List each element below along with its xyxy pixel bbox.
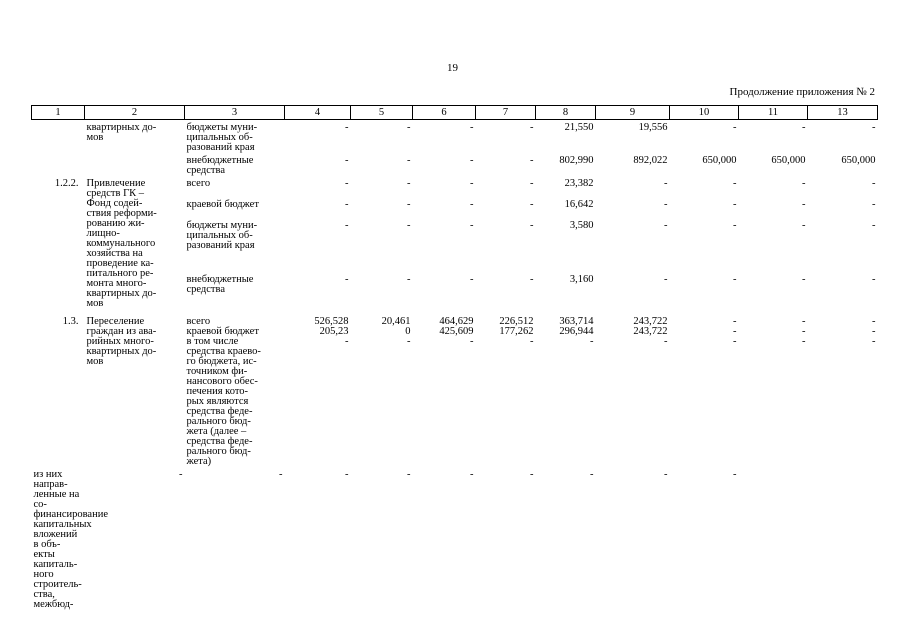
row-name: Привлечение средств ГК – Фонд содей- ствия реформи- рованию жи- лищно- коммунального хозяйства на проведение ка- питального ре- монта много- квартирных до- мов [86,178,157,309]
page-number: 19 [447,62,458,74]
cell-value: - [590,469,594,480]
cell-value: - [407,273,411,285]
cell-value: - [470,220,474,232]
funding-source: краевой бюджет [186,326,259,337]
cell-value: - [733,122,737,133]
cell-value: - [802,199,806,211]
cell-value: 363,714 [559,316,594,327]
cell-value: - [530,220,534,232]
cell-value: - [872,199,876,211]
row-name: Переселение граждан из ава- рийных много- квартирных до- мов [86,316,157,367]
cell-value: - [530,178,534,189]
cell-value: 177,262 [499,326,534,337]
column-header: 8 [536,106,596,120]
cell-value: 650,000 [841,155,876,166]
table-row [32,176,878,197]
cell-value: - [733,469,737,480]
cell-value: - [407,220,411,232]
cell-value: - [407,122,411,133]
cell-value: - [279,469,283,480]
cell-value: - [470,155,474,166]
cell-value: 464,629 [439,316,474,327]
cell-value: - [345,220,349,232]
cell-value: - [733,316,737,327]
cell-value: - [664,273,668,285]
continuation-note: Продолжение приложения № 2 [729,86,875,98]
cell-value: 296,944 [559,326,594,337]
cell-value: - [872,326,876,337]
cell-value: 19,556 [638,122,668,133]
cell-value: - [345,469,349,480]
cell-value: 650,000 [771,155,806,166]
cell-value: - [530,469,534,480]
row-code [32,120,85,154]
cell-value: 892,022 [633,155,668,166]
cell-value: - [407,336,411,347]
cell-value: - [733,178,737,189]
row-code [32,153,85,176]
cell-value: - [407,178,411,189]
cell-value: - [345,336,349,347]
cell-value: 226,512 [499,316,534,327]
cell-value: - [802,316,806,327]
cell-value: - [802,326,806,337]
cell-value: 23,382 [564,178,594,189]
cell-value: - [664,469,668,480]
cell-value: 3,580 [569,220,594,232]
cell-value: - [407,155,411,166]
table-body [32,120,878,611]
cell-value: - [733,326,737,337]
column-header: 1 [32,106,85,120]
table-row [32,309,878,327]
cell-value: - [345,273,349,285]
column-number-row [32,106,878,120]
column-header: 5 [351,106,413,120]
cell-value: - [872,178,876,189]
cell-value: - [872,336,876,347]
cell-value: - [664,336,668,347]
cell-value: - [179,469,183,480]
cell-value: - [664,220,668,232]
funding-source: всего [186,316,211,327]
cell-value: - [470,178,474,189]
row-name [85,153,185,176]
column-header: 9 [596,106,670,120]
cell-value: - [530,336,534,347]
cell-value: - [470,122,474,133]
cell-value: - [872,316,876,327]
cell-value: - [470,199,474,211]
column-header: 11 [739,106,808,120]
cell-value: - [872,220,876,232]
cell-value: - [733,336,737,347]
cell-value: - [802,122,806,133]
cell-value: - [345,178,349,189]
cell-value: - [530,122,534,133]
cell-value: - [470,273,474,285]
funding-source: бюджеты муни- ципальных об- разований края [186,220,258,252]
row-code: 1.2.2. [54,178,79,189]
cell-value: - [590,336,594,347]
column-header: 7 [476,106,536,120]
cell-value: 16,642 [564,199,594,211]
cell-value: 3,160 [569,273,594,285]
column-header: 13 [808,106,878,120]
cell-value: 802,990 [559,155,594,166]
cell-value: 0 [405,326,411,337]
appendix-table [31,105,878,610]
cell-value: - [470,336,474,347]
table-row [32,153,878,176]
cell-value: - [872,273,876,285]
cell-value: - [345,199,349,211]
funding-source: всего [186,178,211,189]
cell-value: - [530,273,534,285]
funding-source: внебюджетные средства [186,273,254,295]
funding-source: из них направ- ленные на со- финансирование капитальных вложений в объ- екты капиталь- ного строитель- ства, межбюд- [33,469,108,610]
cell-value: - [733,199,737,211]
cell-value: - [802,273,806,285]
column-header: 3 [185,106,285,120]
cell-value: - [470,469,474,480]
cell-value: - [664,199,668,211]
cell-value: - [345,155,349,166]
cell-value: - [345,122,349,133]
table-row [32,467,878,610]
cell-value: 243,722 [633,326,668,337]
cell-value: - [802,336,806,347]
cell-value: 650,000 [702,155,737,166]
cell-value: - [802,178,806,189]
cell-value: 20,461 [381,316,411,327]
cell-value: 526,528 [314,316,349,327]
cell-value: - [664,178,668,189]
cell-value: - [530,155,534,166]
cell-value: - [407,469,411,480]
cell-value: 425,609 [439,326,474,337]
cell-value: - [802,220,806,232]
funding-source: внебюджетные средства [186,155,254,176]
funding-source: бюджеты муни- ципальных об- разований края [186,122,258,153]
cell-value: - [733,273,737,285]
row-code: 1.3. [62,316,79,327]
cell-value: - [530,199,534,211]
column-header: 10 [670,106,739,120]
cell-value: - [872,122,876,133]
table-row [32,120,878,154]
column-header: 4 [285,106,351,120]
row-name: квартирных до- мов [86,122,157,143]
cell-value: - [407,199,411,211]
cell-value: 21,550 [564,122,594,133]
cell-value: 243,722 [633,316,668,327]
funding-source: краевой бюджет [186,199,259,211]
cell-value: 205,23 [319,326,349,337]
cell-value: - [733,220,737,232]
funding-source: в том числе средства краево- го бюджета, ис- точником фи- нансового обес- печения кото- рых являются средства феде- рального бюд- жета (далее – средства феде- рального бюд- жета) [186,336,261,467]
column-header: 2 [85,106,185,120]
column-header: 6 [413,106,476,120]
